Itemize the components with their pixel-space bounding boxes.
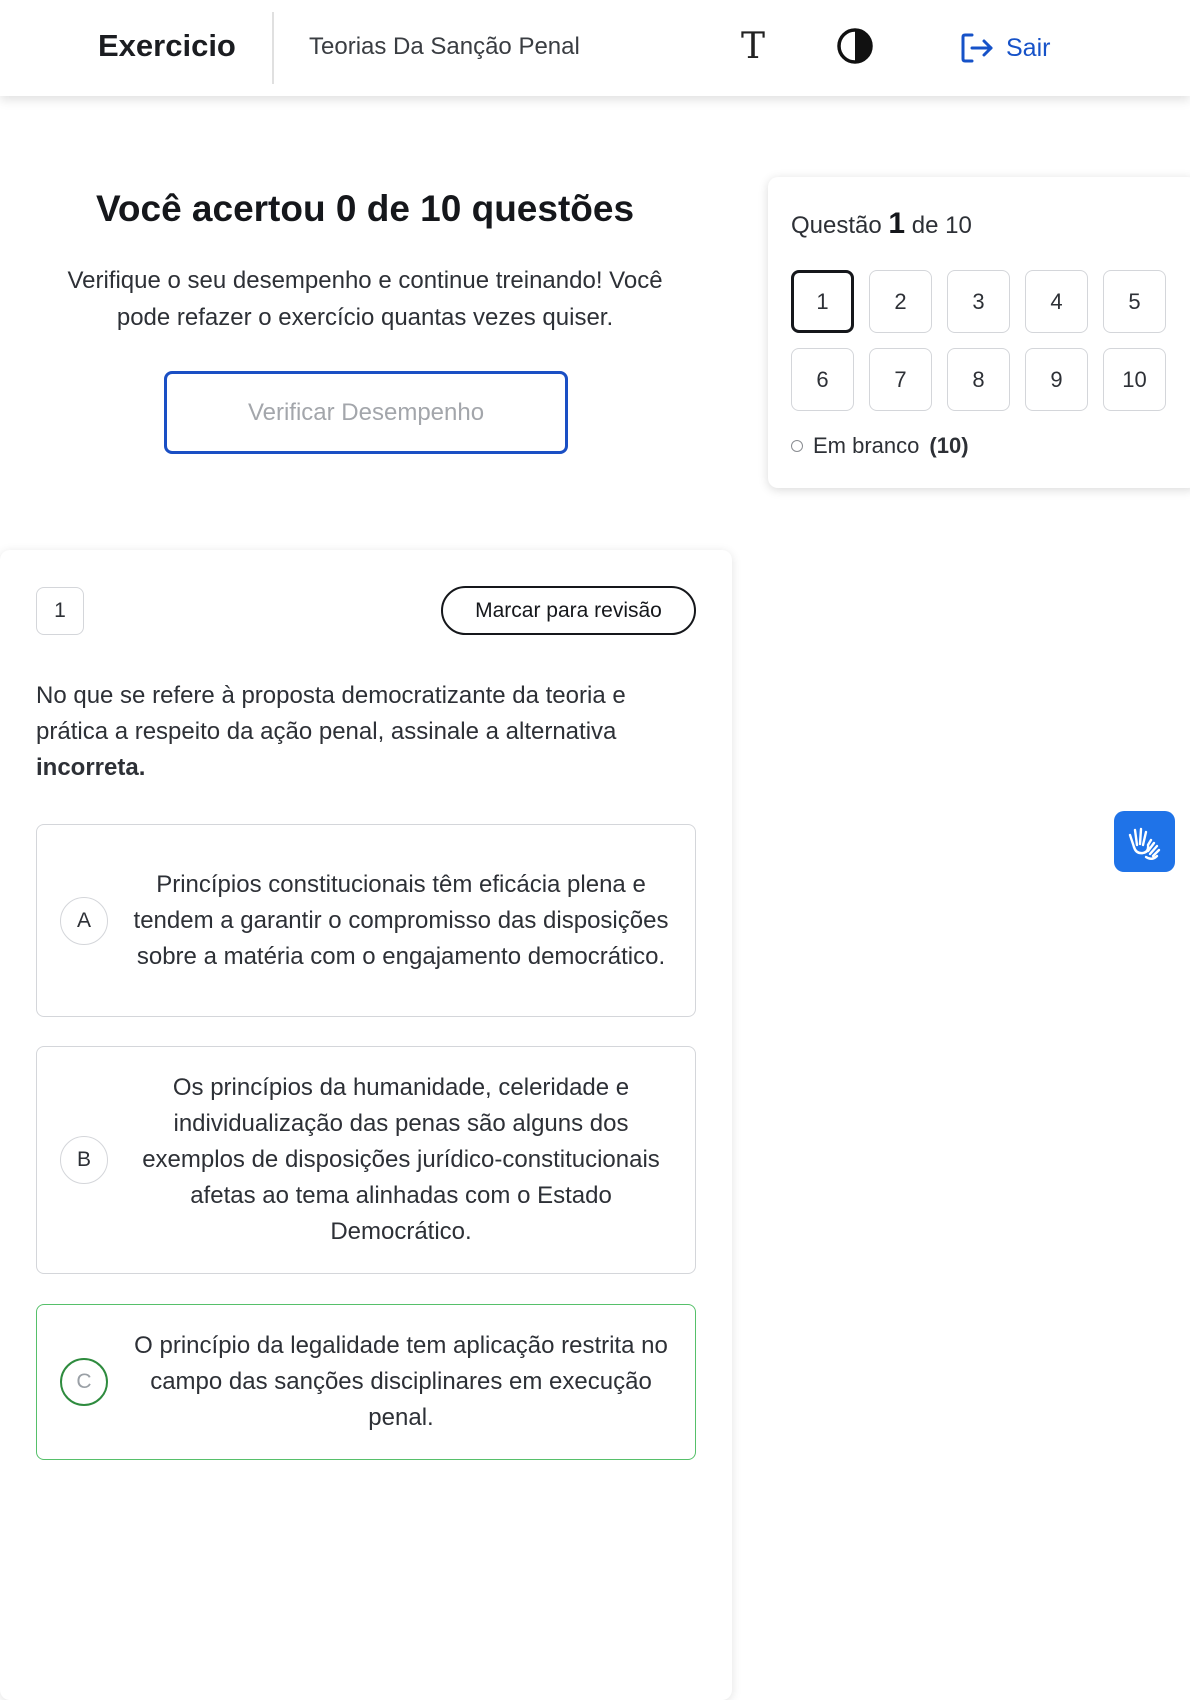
question-button-10[interactable]: 10 bbox=[1103, 348, 1166, 411]
navigator-current: 1 bbox=[888, 207, 906, 240]
statement-text: No que se refere à proposta democratizante da teoria e prática a respeito da ação penal, assinale a alternativa bbox=[36, 682, 626, 745]
logout-button[interactable] bbox=[960, 30, 1050, 66]
font-size-icon: T bbox=[740, 25, 765, 67]
question-navigator bbox=[768, 177, 1190, 488]
option-letter-a: A bbox=[60, 897, 108, 945]
logout-label: Sair bbox=[1006, 33, 1051, 62]
question-card bbox=[0, 550, 732, 1700]
contrast-button[interactable] bbox=[833, 24, 877, 68]
result-title: Você acertou 0 de 10 questões bbox=[95, 188, 635, 229]
question-button-6[interactable]: 6 bbox=[791, 348, 854, 411]
logout-icon bbox=[960, 32, 994, 64]
question-statement bbox=[36, 678, 696, 786]
navigator-title bbox=[791, 207, 972, 241]
mark-for-review-button[interactable]: Marcar para revisão bbox=[441, 586, 696, 635]
course-title: Teorias Da Sanção Penal bbox=[309, 33, 580, 60]
question-number-badge: 1 bbox=[36, 587, 84, 635]
sign-language-button[interactable] bbox=[1114, 811, 1175, 872]
option-b[interactable] bbox=[36, 1046, 696, 1274]
question-button-4[interactable]: 4 bbox=[1025, 270, 1088, 333]
top-header bbox=[0, 0, 1190, 96]
blank-dot-icon bbox=[791, 440, 803, 452]
question-button-5[interactable]: 5 bbox=[1103, 270, 1166, 333]
verify-performance-button[interactable]: Verificar Desempenho bbox=[164, 371, 568, 454]
question-button-8[interactable]: 8 bbox=[947, 348, 1010, 411]
option-c[interactable] bbox=[36, 1304, 696, 1460]
sign-language-icon bbox=[1124, 821, 1166, 863]
question-button-9[interactable]: 9 bbox=[1025, 348, 1088, 411]
legend-count: (10) bbox=[929, 433, 969, 458]
font-size-button[interactable] bbox=[731, 24, 775, 68]
option-letter-c: C bbox=[60, 1358, 108, 1406]
result-description: Verifique o seu desempenho e continue treinando! Você pode refazer o exercício quantas vezes quiser. bbox=[67, 267, 663, 331]
option-letter-b: B bbox=[60, 1136, 108, 1184]
question-button-1[interactable]: 1 bbox=[791, 270, 854, 333]
blank-legend bbox=[791, 433, 969, 459]
option-a[interactable] bbox=[36, 824, 696, 1017]
question-button-3[interactable]: 3 bbox=[947, 270, 1010, 333]
header-divider bbox=[272, 12, 274, 84]
option-text-c: O princípio da legalidade tem aplicação restrita no campo das sanções disciplinares em execução penal. bbox=[134, 1332, 668, 1431]
navigator-title-prefix: Questão bbox=[791, 212, 882, 239]
statement-bold: incorreta. bbox=[36, 754, 146, 781]
contrast-icon bbox=[836, 27, 874, 65]
question-button-7[interactable]: 7 bbox=[869, 348, 932, 411]
legend-label: Em branco bbox=[813, 433, 920, 458]
option-text-b: Os princípios da humanidade, celeridade e individualização das penas são alguns dos exemplos de disposições jurídico-constitucionais afetas ao tema alinhadas com o Estado Democrático. bbox=[142, 1074, 660, 1245]
option-text-a: Princípios constitucionais têm eficácia plena e tendem a garantir o compromisso das disposições sobre a matéria com o engajamento democrático. bbox=[133, 870, 669, 970]
question-grid bbox=[791, 270, 1171, 411]
question-button-2[interactable]: 2 bbox=[869, 270, 932, 333]
brand-title: Exercicio bbox=[98, 28, 236, 63]
navigator-title-suffix: de 10 bbox=[911, 212, 972, 239]
